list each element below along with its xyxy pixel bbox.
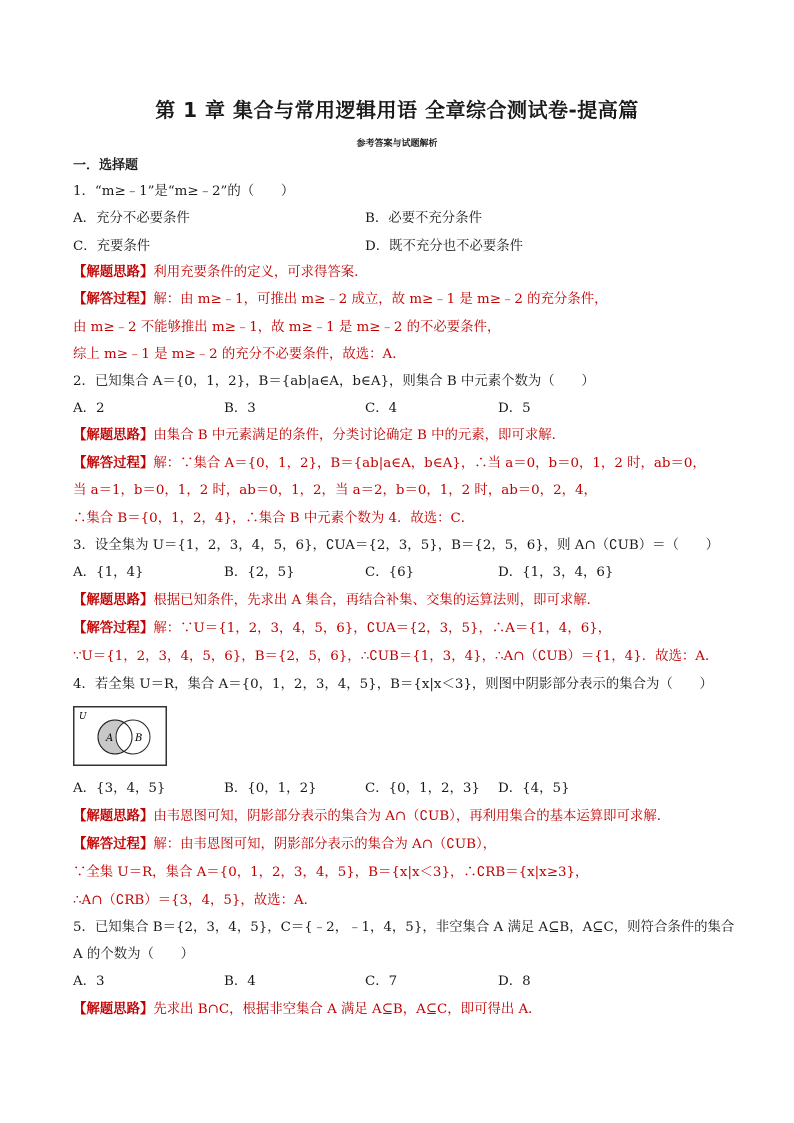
- question-3-stem: 3．设全集为 U＝{1，2，3，4，5，6}，∁UA＝{2，3，5}，B＝{2，5，6}，则 A∩（∁UB）＝（ ）: [73, 538, 720, 553]
- question-5-stem-line-2: A 的个数为（ ）: [73, 947, 195, 962]
- universal-set-label: U: [79, 712, 87, 722]
- hint-text: 根据已知条件，先求出 A 集合，再结合补集、交集的运算法则，即可求解．: [153, 593, 601, 608]
- solution-text: 解：∵集合 A＝{0，1，2}，B＝{ab|a∈A，b∈A}，∴当 a＝0，b＝0，1，2 时，ab＝0，: [153, 456, 706, 471]
- q2-option-a: A．2: [73, 401, 105, 416]
- q4-option-c: C．{0，1，2，3}: [365, 781, 480, 796]
- q1-option-b: B．必要不充分条件: [365, 211, 482, 226]
- q5-option-b: B．4: [224, 974, 256, 989]
- venn-diagram: [73, 706, 167, 766]
- q4-option-d: D．{4，5}: [498, 781, 570, 796]
- q3-solution-line-1: [73, 620, 611, 638]
- set-b-label: B: [135, 733, 143, 744]
- q5-option-d: D．8: [498, 974, 531, 989]
- q5-hint: [73, 1001, 542, 1019]
- hint-text: 由韦恩图可知，阴影部分表示的集合为 A∩（∁UB），再利用集合的基本运算即可求解．: [153, 809, 671, 824]
- solution-text: 解：∵U＝{1，2，3，4，5，6}，∁UA＝{2，3，5}，∴A＝{1，4，6}，: [153, 621, 612, 636]
- q4-option-a: A．{3，4，5}: [73, 781, 166, 796]
- q2-solution-line-3: ∴集合 B＝{0，1，2，4}，∴集合 B 中元素个数为 4．故选：C．: [73, 511, 475, 526]
- solution-tag: 【解答过程】: [73, 837, 154, 852]
- page-title: 第 1 章 集合与常用逻辑用语 全章综合测试卷-提高篇: [155, 98, 639, 122]
- q3-solution-line-2: ∵U＝{1，2，3，4，5，6}，B＝{2，5，6}，∴∁UB＝{1，3，4}，∴A∩（∁UB）＝{1，4}．故选：A．: [73, 649, 719, 664]
- solution-tag: 【解答过程】: [73, 621, 154, 636]
- section-heading: 一．选择题: [73, 158, 139, 173]
- q5-option-c: C．7: [365, 974, 398, 989]
- q1-option-d: D．既不充分也不必要条件: [365, 239, 524, 254]
- q1-option-c: C．充要条件: [73, 239, 151, 254]
- q1-hint: [73, 264, 368, 282]
- question-2-stem: 2．已知集合 A＝{0，1，2}，B＝{ab|a∈A，b∈A}，则集合 B 中元素个数为（ ）: [73, 374, 595, 389]
- q2-solution-line-2: 当 a＝1，b＝0，1，2 时，ab＝0，1，2，当 a＝2，b＝0，1，2 时，ab＝0，2，4，: [73, 483, 597, 498]
- hint-tag: 【解题思路】: [73, 593, 154, 608]
- question-1-stem: 1．“m≥﹣1”是“m≥﹣2”的（ ）: [73, 184, 295, 199]
- q4-hint: [73, 808, 670, 826]
- solution-text: 解：由韦恩图可知，阴影部分表示的集合为 A∩（∁UB），: [153, 837, 497, 852]
- question-5-stem-line-1: 5．已知集合 B＝{2，3，4，5}，C＝{﹣2，﹣1，4，5}，非空集合 A 满足 A⊆B，A⊆C，则符合条件的集合: [73, 920, 735, 935]
- q4-solution-line-3: ∴A∩（∁RB）＝{3，4，5}，故选：A．: [73, 893, 318, 908]
- hint-tag: 【解题思路】: [73, 428, 154, 443]
- q2-option-b: B．3: [224, 401, 256, 416]
- q1-solution-line-3: 综上 m≥﹣1 是 m≥﹣2 的充分不必要条件，故选：A．: [73, 347, 406, 362]
- page-subtitle: 参考答案与试题解析: [356, 139, 438, 149]
- solution-tag: 【解答过程】: [73, 292, 154, 307]
- q3-option-a: A．{1，4}: [73, 565, 144, 580]
- hint-text: 利用充要条件的定义，可求得答案．: [153, 265, 368, 280]
- hint-tag: 【解题思路】: [73, 809, 154, 824]
- q4-solution-line-1: [73, 836, 496, 854]
- q5-option-a: A．3: [73, 974, 105, 989]
- hint-text: 先求出 B∩C，根据非空集合 A 满足 A⊆B，A⊆C，即可得出 A．: [153, 1002, 542, 1017]
- q3-option-d: D．{1，3，4，6}: [498, 565, 614, 580]
- set-a-label: A: [106, 733, 114, 744]
- q2-solution-line-1: [73, 455, 706, 473]
- hint-text: 由集合 B 中元素满足的条件，分类讨论确定 B 中的元素，即可求解．: [153, 428, 565, 443]
- hint-tag: 【解题思路】: [73, 1002, 154, 1017]
- q2-option-c: C．4: [365, 401, 398, 416]
- q3-option-c: C．{6}: [365, 565, 415, 580]
- q3-option-b: B．{2，5}: [224, 565, 295, 580]
- q2-option-d: D．5: [498, 401, 531, 416]
- q4-solution-line-2: ∵全集 U＝R，集合 A＝{0，1，2，3，4，5}，B＝{x|x＜3}，∴∁RB＝{x|x≥3}，: [73, 865, 589, 880]
- question-4-stem: 4．若全集 U＝R，集合 A＝{0，1，2，3，4，5}，B＝{x|x＜3}，则图中阴影部分表示的集合为（ ）: [73, 677, 713, 692]
- q1-solution-line-1: [73, 291, 607, 309]
- hint-tag: 【解题思路】: [73, 265, 154, 280]
- q3-hint: [73, 592, 600, 610]
- q1-option-a: A．充分不必要条件: [73, 211, 190, 226]
- q2-hint: [73, 427, 565, 445]
- q1-solution-line-2: 由 m≥﹣2 不能够推出 m≥﹣1，故 m≥﹣1 是 m≥﹣2 的不必要条件，: [73, 320, 501, 335]
- solution-text: 解：由 m≥﹣1，可推出 m≥﹣2 成立，故 m≥﹣1 是 m≥﹣2 的充分条件，: [153, 292, 608, 307]
- solution-tag: 【解答过程】: [73, 456, 154, 471]
- q4-option-b: B．{0，1，2}: [224, 781, 317, 796]
